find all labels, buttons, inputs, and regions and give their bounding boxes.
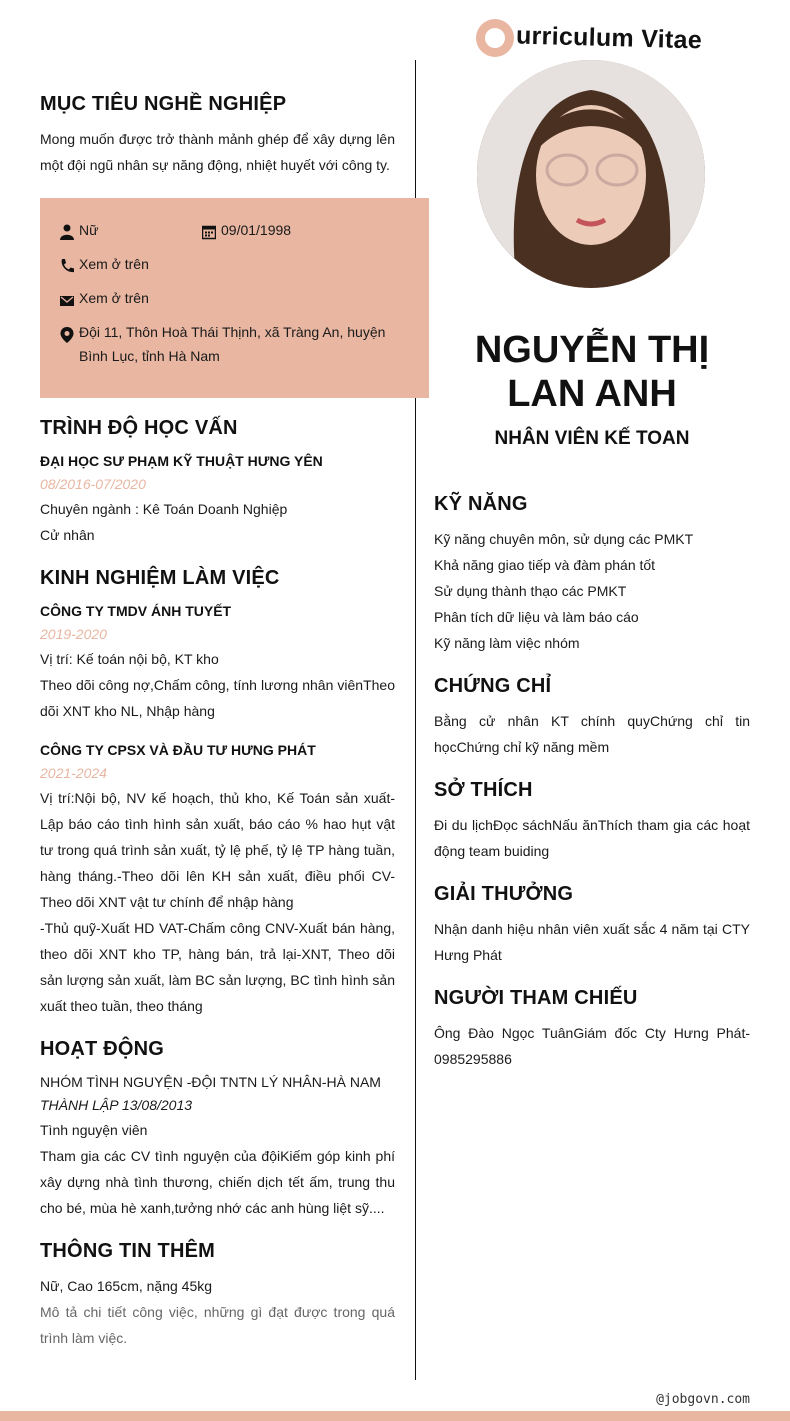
location-icon <box>60 326 74 344</box>
education-school: ĐẠI HỌC SƯ PHẠM KỸ THUẬT HƯNG YÊN <box>40 453 323 469</box>
objective-heading: MỤC TIÊU NGHỀ NGHIỆP <box>40 93 287 115</box>
profile-photo-placeholder <box>477 60 705 288</box>
awards-text: Nhận danh hiệu nhân viên xuất sắc 4 năm tại CTY Hưng Phát <box>434 921 750 963</box>
activities-role: Tình nguyện viên <box>40 1122 148 1138</box>
mail-icon <box>60 292 74 308</box>
activities-founded: THÀNH LẬP 13/08/2013 <box>40 1097 193 1113</box>
footer-accent-bar <box>0 1411 790 1421</box>
education-major: Chuyên ngành : Kê Toán Doanh Nghiệp <box>40 501 288 517</box>
skill-item: Kỹ năng chuyên môn, sử dụng các PMKT <box>434 531 694 547</box>
activities-description: Tham gia các CV tình nguyện của độiKiếm góp kinh phí xây dựng nhà tình thương, chiến dịch tết ấm, trung thu cho bé, mùa hè xanh,tưởng nhớ các anh hùng liệt sỹ.... <box>40 1148 395 1216</box>
education-period: 08/2016-07/2020 <box>40 476 146 492</box>
info-gender: Nữ <box>60 222 98 240</box>
job-2-description-1: Vị trí:Nội bộ, NV kế hoạch, thủ kho, Kế Toán sản xuất-Lập báo cáo tình hình sản xuất, báo cáo % hao hụt vật tư trong quá trình sản xuất, tỷ lệ phế, tỷ lệ TP hàng tuần, hàng tháng.-Theo dõi lên KH sản xuất, điều phối CV-Theo dõi XNT vật tư chính để nhập hàng <box>40 790 395 910</box>
skill-item: Phân tích dữ liệu và làm báo cáo <box>434 609 639 625</box>
calendar-icon <box>202 224 216 240</box>
objective-text: Mong muốn được trở thành mảnh ghép để xây dựng lên một đội ngũ nhân sự năng động, nhiệt huyết với công ty. <box>40 131 395 173</box>
cv-logo <box>476 18 702 58</box>
awards-heading: GIẢI THƯỞNG <box>434 883 574 905</box>
phone-icon <box>60 258 74 274</box>
references-text: Ông Đào Ngọc TuânGiám đốc Cty Hưng Phát-0985295886 <box>434 1025 750 1067</box>
job-1-company: CÔNG TY TMDV ÁNH TUYẾT <box>40 603 232 619</box>
job-1-period: 2019-2020 <box>40 626 107 642</box>
extra-line-1: Nữ, Cao 165cm, nặng 45kg <box>40 1278 213 1294</box>
hobbies-heading: SỞ THÍCH <box>434 779 533 801</box>
job-2-period: 2021-2024 <box>40 765 107 781</box>
education-heading: TRÌNH ĐỘ HỌC VẤN <box>40 417 238 439</box>
certificates-text: Bằng cử nhân KT chính quyChứng chỉ tin họcChứng chỉ kỹ năng mềm <box>434 713 750 755</box>
activities-heading: HOẠT ĐỘNG <box>40 1038 165 1060</box>
info-dob: 09/01/1998 <box>202 222 291 240</box>
skill-item: Sử dụng thành thạo các PMKT <box>434 583 627 599</box>
certificates-heading: CHỨNG CHỈ <box>434 675 552 697</box>
references-heading: NGƯỜI THAM CHIẾU <box>434 987 638 1009</box>
job-1-description: Theo dõi công nợ,Chấm công, tính lương nhân viênTheo dõi XNT kho NL, Nhập hàng <box>40 677 395 719</box>
activities-org: NHÓM TÌNH NGUYỆN -ĐỘI TNTN LÝ NHÂN-HÀ NAM <box>40 1074 381 1090</box>
logo-c-circle <box>476 19 514 57</box>
info-address: Đội 11, Thôn Hoà Thái Thịnh, xã Tràng An, huyện Bình Lục, tỉnh Hà Nam <box>60 324 400 368</box>
info-email: Xem ở trên <box>60 290 149 308</box>
profile-photo <box>477 60 705 288</box>
experience-heading: KINH NGHIỆM LÀM VIỆC <box>40 567 280 589</box>
logo-text: urriculum Vitae <box>515 21 703 54</box>
info-phone: Xem ở trên <box>60 256 149 274</box>
education-degree: Cử nhân <box>40 527 95 543</box>
extra-line-2: Mô tả chi tiết công việc, những gì đạt được trong quá trình làm việc. <box>40 1304 395 1346</box>
job-title: NHÂN VIÊN KẾ TOAN <box>494 428 690 449</box>
person-icon <box>60 224 74 240</box>
job-2-description-2: -Thủ quỹ-Xuất HD VAT-Chấm công CNV-Xuất bán hàng, theo dõi XNT kho TP, hàng bán, trả lại-XNT, Theo dõi sản lượng sản xuất, làm BC sản lượng, BC tình hình sản xuất theo tuần, theo tháng <box>40 920 395 1014</box>
watermark: @jobgovn.com <box>656 1392 750 1407</box>
hobbies-text: Đi du lịchĐọc sáchNấu ănThích tham gia các hoạt động team buiding <box>434 817 750 859</box>
skill-item: Khả năng giao tiếp và đàm phán tốt <box>434 557 656 573</box>
skills-heading: KỸ NĂNG <box>434 493 528 515</box>
full-name: NGUYỄN THỊ LAN ANH <box>474 329 710 415</box>
skill-item: Kỹ năng làm việc nhóm <box>434 635 580 651</box>
job-1-position: Vị trí: Kế toán nội bộ, KT kho <box>40 651 219 667</box>
job-2-company: CÔNG TY CPSX VÀ ĐẦU TƯ HƯNG PHÁT <box>40 742 316 758</box>
extra-heading: THÔNG TIN THÊM <box>40 1240 216 1262</box>
